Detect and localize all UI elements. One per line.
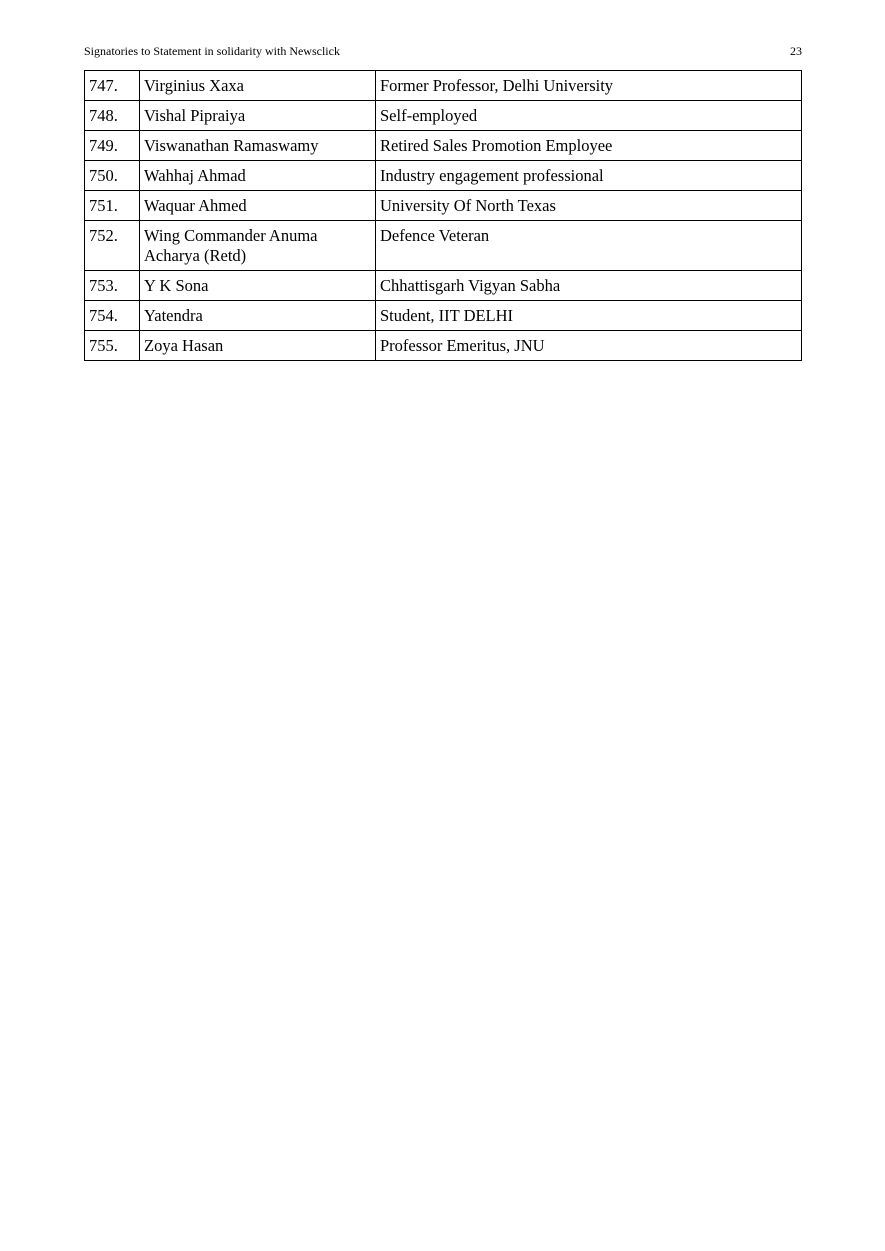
affiliation-cell: Self-employed [376, 101, 802, 131]
row-number-cell: 747. [85, 71, 140, 101]
table-row [85, 191, 802, 221]
row-number-cell: 754. [85, 301, 140, 331]
row-number-cell: 748. [85, 101, 140, 131]
page-number: 23 [790, 44, 802, 58]
table-row [85, 131, 802, 161]
signatory-name-cell: Virginius Xaxa [140, 71, 376, 101]
table-row [85, 71, 802, 101]
signatory-name-cell: Viswanathan Ramaswamy [140, 131, 376, 161]
affiliation-cell: University Of North Texas [376, 191, 802, 221]
row-number-cell: 750. [85, 161, 140, 191]
table-row [85, 301, 802, 331]
page-header [84, 42, 802, 60]
table-row [85, 271, 802, 301]
signatory-name-cell: Wing Commander Anuma Acharya (Retd) [140, 221, 376, 271]
table-row [85, 161, 802, 191]
row-number-cell: 753. [85, 271, 140, 301]
row-number-cell: 749. [85, 131, 140, 161]
row-number-cell: 751. [85, 191, 140, 221]
affiliation-cell: Chhattisgarh Vigyan Sabha [376, 271, 802, 301]
table-row [85, 101, 802, 131]
signatory-name-cell: Y K Sona [140, 271, 376, 301]
table-row [85, 221, 802, 271]
table-row [85, 331, 802, 361]
signatory-name-cell: Wahhaj Ahmad [140, 161, 376, 191]
signatory-name-cell: Waquar Ahmed [140, 191, 376, 221]
signatory-name-cell: Yatendra [140, 301, 376, 331]
row-number-cell: 752. [85, 221, 140, 271]
signatories-table [84, 70, 802, 361]
affiliation-cell: Defence Veteran [376, 221, 802, 271]
document-title: Signatories to Statement in solidarity with Newsclick [84, 44, 340, 58]
affiliation-cell: Former Professor, Delhi University [376, 71, 802, 101]
row-number-cell: 755. [85, 331, 140, 361]
affiliation-cell: Industry engagement professional [376, 161, 802, 191]
affiliation-cell: Retired Sales Promotion Employee [376, 131, 802, 161]
signatory-name-cell: Zoya Hasan [140, 331, 376, 361]
affiliation-cell: Student, IIT DELHI [376, 301, 802, 331]
affiliation-cell: Professor Emeritus, JNU [376, 331, 802, 361]
signatory-name-cell: Vishal Pipraiya [140, 101, 376, 131]
